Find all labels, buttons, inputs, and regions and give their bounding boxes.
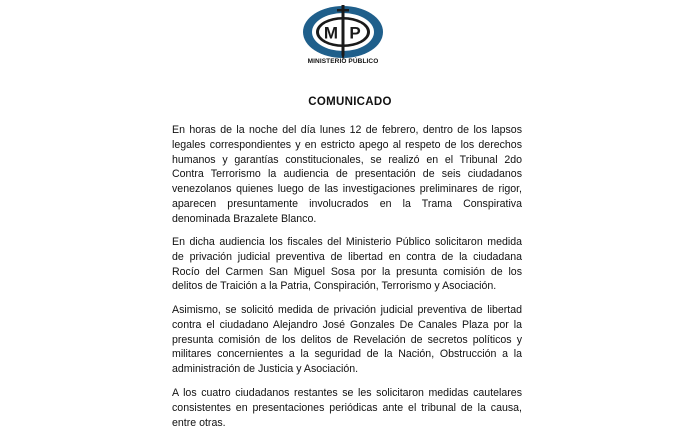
logo-letter-m: M [323,23,339,43]
logo-caption: MINISTERIO PÚBLICO [307,58,379,65]
paragraph-4: A los cuatro ciudadanos restantes se les solicitaron medidas cautelares consistentes en presentaciones periódicas ante el tribunal de la causa, entre otras. [172,387,522,429]
document-title: COMUNICADO [308,96,392,108]
paragraph-2: En dicha audiencia los fiscales del Ministerio Público solicitaron medida de privación judicial preventiva de libertad en contra de la ciudadana Rocío del Carmen San Miguel Sosa por la presunta comisión de los delitos de Traición a la Patria, Conspiración, Terrorismo y Asociación. [172,236,522,293]
logo-emblem-icon [300,3,386,61]
paragraph-3: Asimismo, se solicitó medida de privación judicial preventiva de libertad contra el ciudadano Alejandro José Gonzales De Canales Plaza por la presunta comisión de los delitos de Revelación de secretos políticos y militares concernientes a la seguridad de la Nación, Obstrucción a la administración de Justicia y Asociación. [172,304,522,376]
logo-letter-p: P [349,23,361,43]
paragraph-1: En horas de la noche del día lunes 12 de febrero, dentro de los lapsos legales correspondientes y en estricto apego al respeto de los derechos humanos y garantías constitucionales, se realizó en el Tribunal 2do Contra Terrorismo la audiencia de presentación de seis ciudadanos venezolanos quienes luego de las investigaciones preliminares de rigor, aparecen presuntamente involucrados en la Trama Conspirativa denominada Brazalete Blanco. [172,124,522,225]
